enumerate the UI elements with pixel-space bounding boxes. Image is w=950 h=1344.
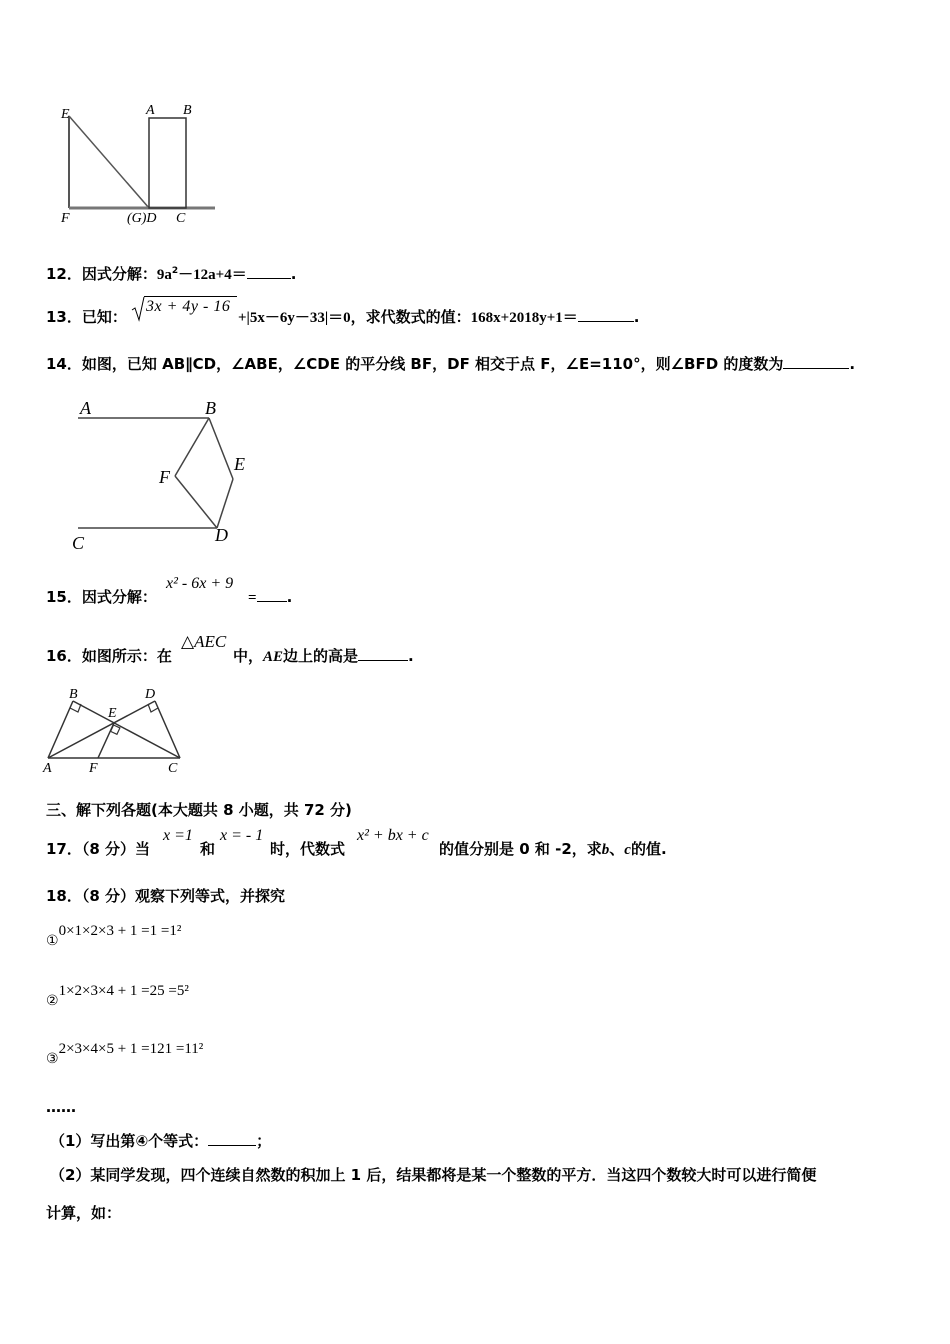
line-eg	[69, 116, 149, 208]
q12-label: 因式分解：	[81, 265, 157, 283]
q12-answer-blank[interactable]	[247, 264, 291, 279]
label-C: C	[72, 533, 85, 553]
line-be	[209, 418, 233, 479]
q15-answer-blank[interactable]	[257, 587, 287, 602]
q18-eq-1	[46, 920, 182, 949]
line-dc	[155, 701, 180, 758]
label-C: C	[176, 211, 186, 226]
q18-intro: （8 分）观察下列等式，并探究	[81, 887, 286, 905]
label-F: F	[89, 761, 98, 776]
label-A: A	[146, 103, 155, 118]
section-3-title: 三、解下列各题(本大题共 8 小题，共 72 分)	[46, 801, 352, 819]
label-F: F	[61, 211, 70, 226]
q17-c: c	[624, 842, 631, 858]
q12-number: 12．	[46, 265, 82, 283]
label-B: B	[183, 103, 192, 118]
q16-rest	[233, 646, 414, 667]
line-ed	[217, 479, 233, 528]
figure-q11	[55, 98, 225, 228]
question-13	[46, 307, 127, 327]
label-C: C	[168, 761, 178, 776]
q17-and: 和	[200, 840, 216, 858]
q15-tail: .	[286, 588, 293, 606]
q16-number: 16．	[46, 647, 82, 665]
q18-eq-2	[46, 980, 189, 1009]
eq-mark-3: ③	[46, 1051, 59, 1067]
label-D: D	[215, 525, 228, 545]
q12-expr-a: 9a	[156, 267, 172, 283]
q14-answer-blank[interactable]	[783, 354, 849, 369]
q13-label: 已知：	[81, 308, 127, 326]
q16-answer-blank[interactable]	[358, 646, 408, 661]
q17-expr: x² + bx + c	[357, 827, 429, 844]
q18-part1-text: （1）写出第④个等式：	[50, 1132, 209, 1150]
q18-part1-blank[interactable]	[208, 1131, 256, 1146]
line-ab	[48, 701, 73, 758]
q17-b: b	[601, 842, 610, 858]
line-bf	[175, 418, 209, 476]
sqrt-sign	[131, 296, 145, 322]
eq-text-2: 1×2×3×4 + 1 =25 =5²	[58, 983, 189, 999]
q17-rest	[439, 839, 667, 860]
eq-mark-2: ②	[46, 993, 59, 1009]
q18-part-2-line-2: 计算，如：	[46, 1204, 122, 1222]
q16-ae: AE	[263, 649, 284, 665]
label-E: E	[61, 107, 70, 122]
question-18	[46, 886, 285, 906]
label-D: D	[145, 687, 156, 702]
q15-expr: x² - 6x + 9	[166, 575, 234, 592]
q12-expr-b: －12a+4＝	[178, 267, 247, 283]
q12-tail: .	[290, 265, 297, 283]
q17-when: 时，代数式	[270, 840, 346, 858]
q14-number: 14．	[46, 355, 82, 373]
q18-part-1	[50, 1131, 271, 1151]
eq-text-1: 0×1×2×3 + 1 =1 =1²	[58, 923, 182, 939]
q16-label: 如图所示：在	[81, 647, 172, 665]
label-E: E	[108, 706, 117, 721]
q18-part1-tail: ；	[256, 1132, 272, 1150]
q18-number: 18．	[46, 887, 82, 905]
q17-x2: x = - 1	[220, 827, 264, 844]
q16-tail: .	[408, 647, 414, 665]
label-A: A	[43, 761, 52, 776]
question-17	[46, 839, 150, 859]
q16-mid: 中，	[233, 647, 264, 665]
label-A: A	[80, 398, 91, 418]
q16-text: 边上的高是	[283, 647, 359, 665]
question-15	[46, 587, 157, 607]
line-bc	[73, 701, 180, 758]
q15-label: 因式分解：	[81, 588, 157, 606]
figure-q14	[66, 394, 266, 554]
q18-eq-3	[46, 1038, 204, 1067]
eq-text-3: 2×3×4×5 + 1 =121 =11²	[58, 1041, 204, 1057]
rect-abcd	[149, 118, 186, 208]
figure-q16	[40, 686, 190, 778]
q17-x1: x =1	[163, 827, 193, 844]
q13-tail: .	[633, 308, 640, 326]
line-fd	[175, 476, 217, 528]
label-B: B	[205, 398, 216, 418]
question-16	[46, 646, 172, 666]
q18-dots: ……	[46, 1098, 76, 1116]
label-E: E	[234, 454, 245, 474]
q13-mid: +|5x－6y－33|＝0，求代数式的值：168x+2018y+1＝	[238, 310, 578, 326]
q12-sup: 2	[171, 266, 179, 276]
question-12	[46, 261, 296, 285]
q13-rest	[238, 307, 639, 328]
sqrt-bar	[144, 296, 237, 297]
q17-number: 17．	[46, 840, 82, 858]
q15-number: 15．	[46, 588, 82, 606]
q14-tail: .	[849, 355, 856, 373]
q17-rest1: 的值分别是 0 和 -2，求	[439, 840, 602, 858]
q15-rest	[248, 587, 292, 608]
q17-sep: 、	[609, 840, 625, 858]
q15-eq: =	[248, 590, 257, 606]
q13-answer-blank[interactable]	[578, 307, 634, 322]
q17-points: （8 分）当	[81, 840, 151, 858]
label-GD: (G)D	[127, 211, 157, 226]
q17-rest2: 的值.	[630, 840, 667, 858]
q13-number: 13．	[46, 308, 82, 326]
q13-sqrt-expr: 3x + 4y - 16	[146, 298, 231, 315]
eq-mark-1: ①	[46, 933, 59, 949]
label-B: B	[69, 687, 78, 702]
q18-part-2-line-1: （2）某同学发现，四个连续自然数的积加上 1 后，结果都将是某一个整数的平方．当这四个数较大时可以进行简便	[50, 1166, 817, 1184]
q14-text: 如图，已知 AB∥CD，∠ABE，∠CDE 的平分线 BF，DF 相交于点 F，∠E=110°，则∠BFD 的度数为	[81, 355, 784, 373]
label-F: F	[159, 467, 170, 487]
question-14	[46, 354, 855, 374]
q16-triangle: △AEC	[181, 632, 227, 651]
